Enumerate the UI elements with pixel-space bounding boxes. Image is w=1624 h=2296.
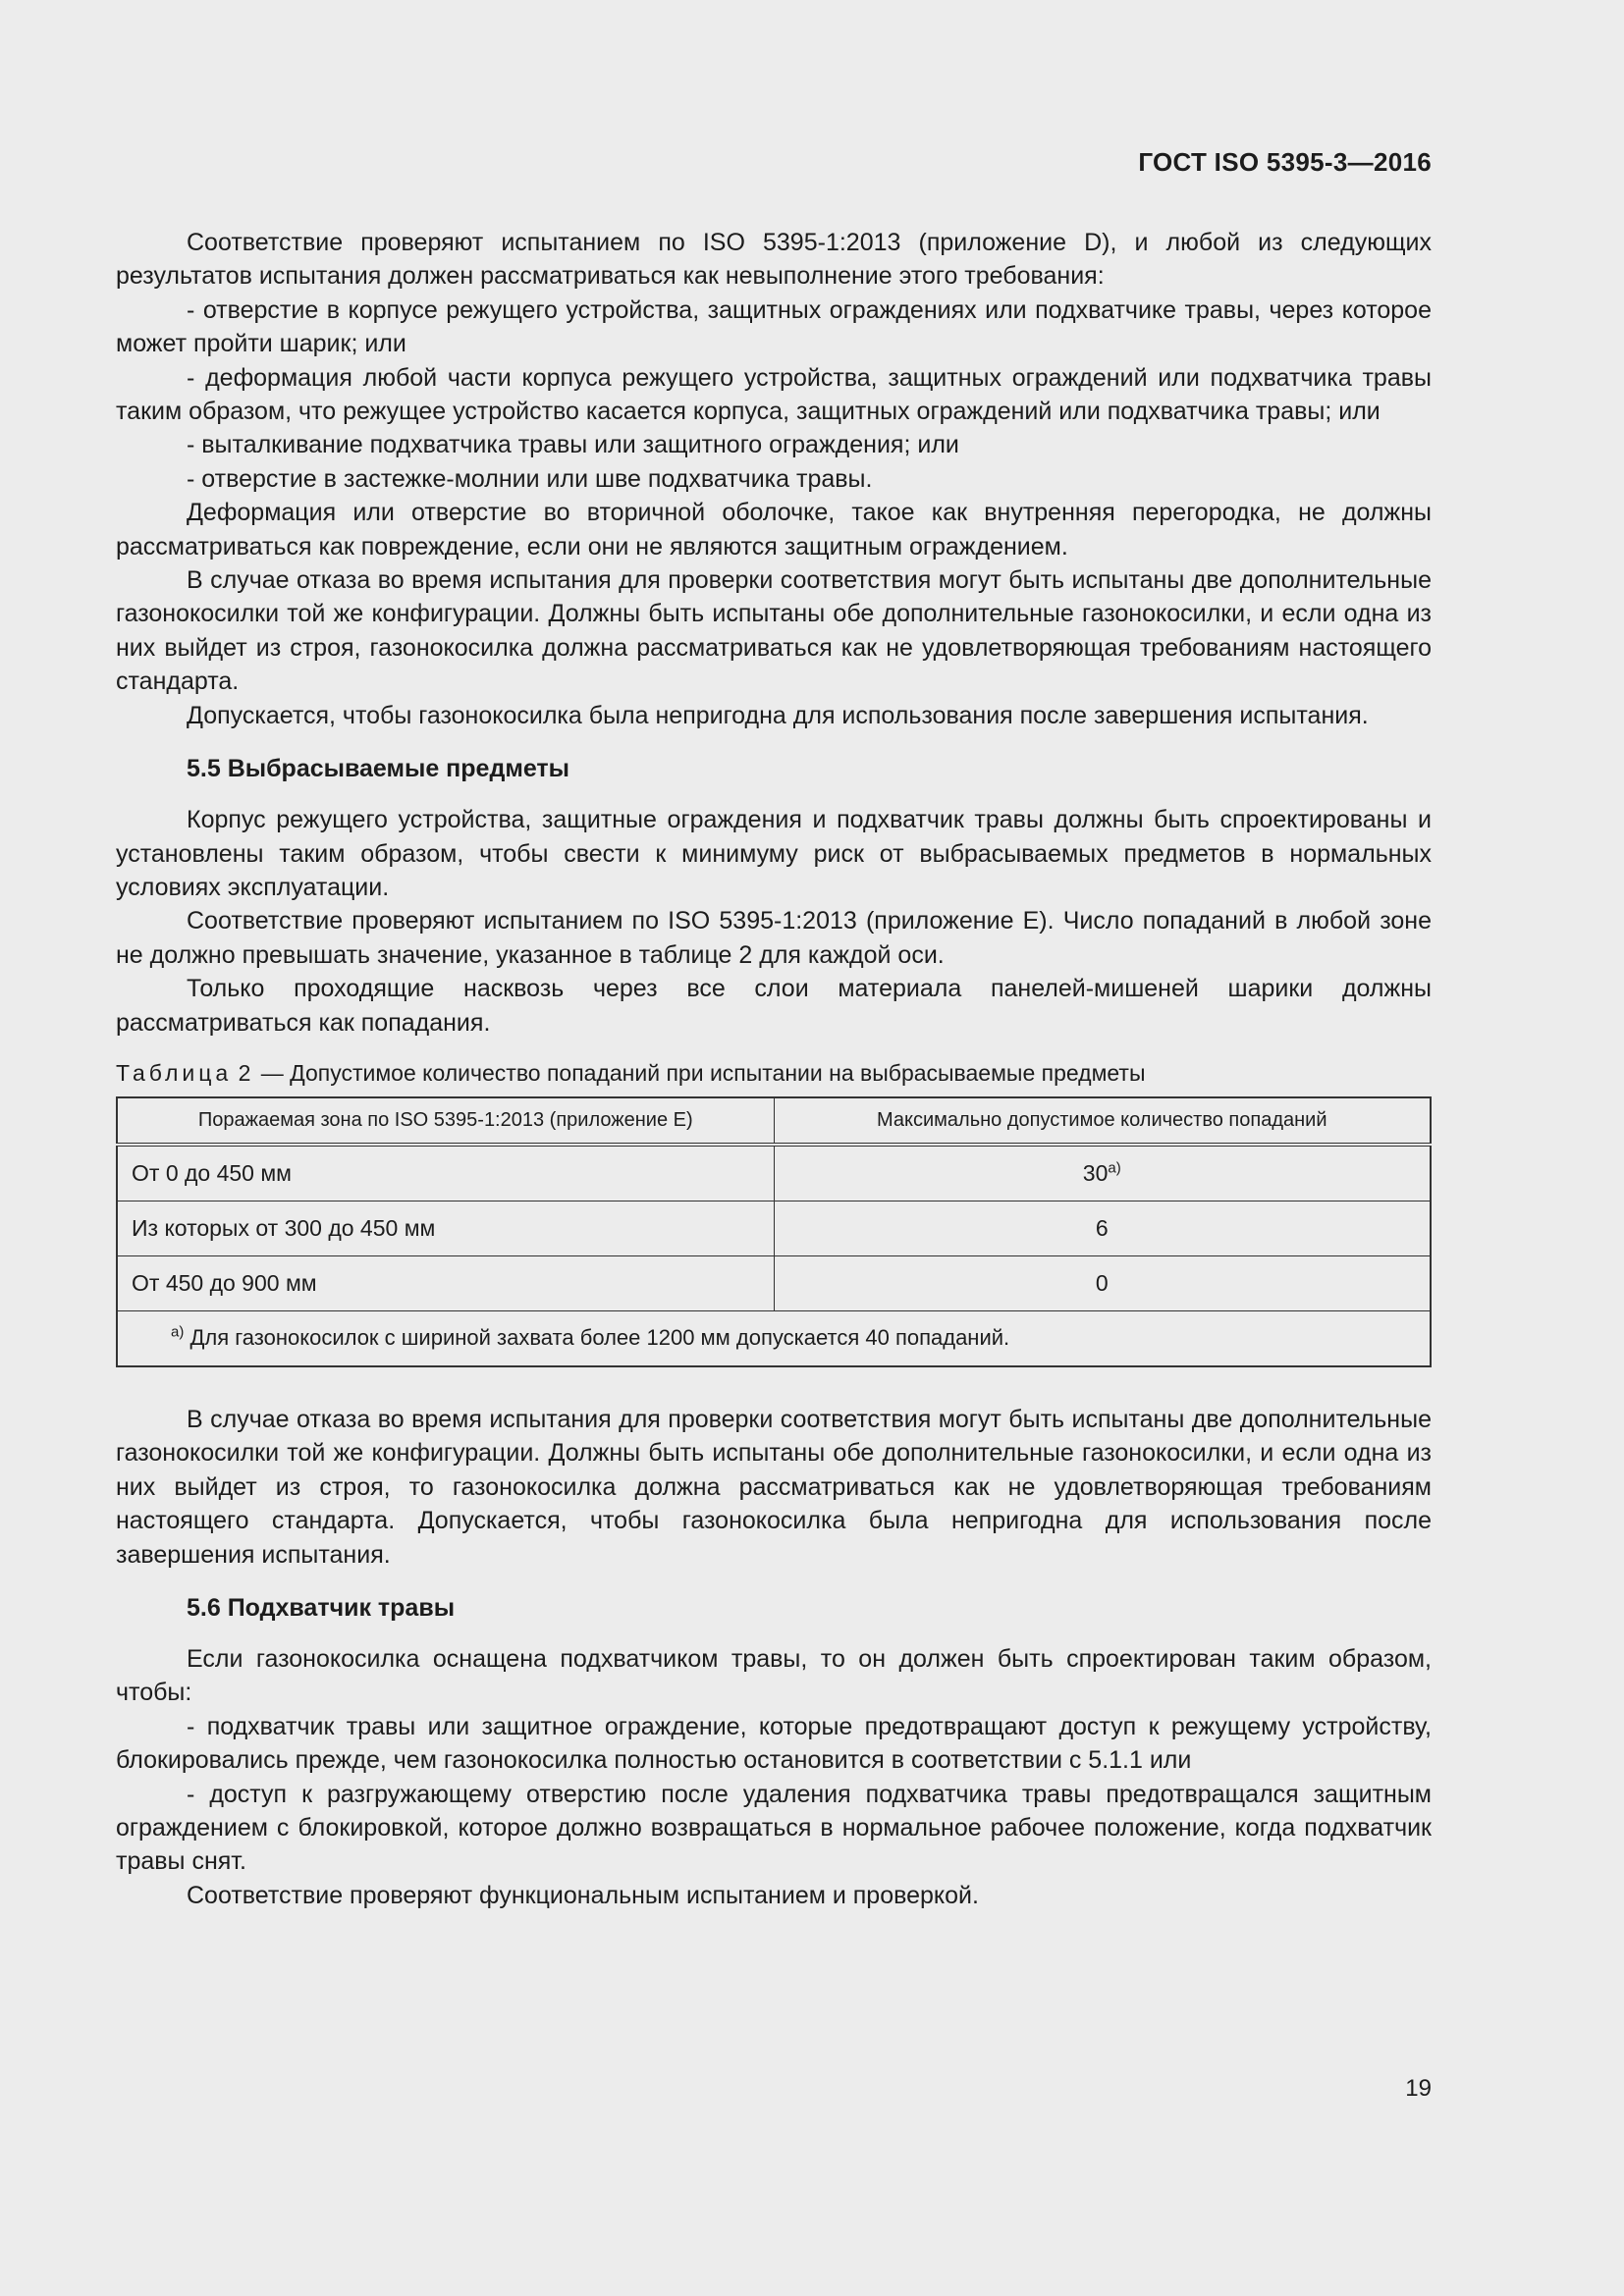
paragraph: - отверстие в застежке-молнии или шве подхватчика травы. [187, 464, 873, 493]
paragraph: В случае отказа во время испытания для проверки соответствия могут быть испытаны две дополнительные газонокосилки той же конфигурации. Должны быть испытаны обе дополнительные газонокосилки, и если одна из них выйдет из строя, газонокосилка должна рассматриваться как не удовлетворяющая требованиям настоящего стандарта. [116, 566, 1432, 696]
table-caption-text: — Допустимое количество попаданий при испытании на выбрасываемые предметы [260, 1059, 1146, 1086]
table-row [117, 1201, 1431, 1255]
footnote-text: Для газонокосилок с шириной захвата более 1200 мм допускается 40 попаданий. [189, 1325, 1010, 1351]
paragraph: Деформация или отверстие во вторичной оболочке, такое как внутренняя перегородка, не должны рассматриваться как повреждение, если они не являются защитным ограждением. [116, 499, 1432, 561]
value-cell [774, 1145, 1431, 1201]
zone-cell: От 0 до 450 мм [117, 1145, 774, 1201]
table-header-row [117, 1097, 1431, 1145]
paragraph: - деформация любой части корпуса режущего устройства, защитных ограждений или подхватчика травы таким образом, что режущее устройство касается корпуса, защитных ограждений или подхватчика травы; или [116, 363, 1432, 426]
paragraph: - отверстие в корпусе режущего устройства, защитных ограждениях или подхватчике травы, через которое может пройти шарик; или [116, 295, 1432, 358]
paragraph: - выталкивание подхватчика травы или защитного ограждения; или [187, 431, 959, 459]
paragraph: Соответствие проверяют функциональным испытанием и проверкой. [187, 1881, 979, 1909]
paragraph: Допускается, чтобы газонокосилка была непригодна для использования после завершения испытания. [187, 701, 1369, 729]
section-heading-5-6: 5.6 Подхватчик травы [187, 1593, 456, 1622]
zone-cell: Из которых от 300 до 450 мм [117, 1201, 774, 1255]
table-caption-number: 2 [238, 1059, 255, 1086]
table-caption [116, 1057, 1432, 1089]
paragraph: Корпус режущего устройства, защитные ограждения и подхватчик травы должны быть спроектированы и установлены таким образом, чтобы свести к минимуму риск от выбрасываемых предметов в нормальных условиях эксплуатации. [116, 806, 1432, 901]
paragraph: Соответствие проверяют испытанием по ISO 5395-1:2013 (приложение D), и любой из следующих результатов испытания должен рассматриваться как невыполнение этого требования: [116, 229, 1432, 291]
paragraph: В случае отказа во время испытания для проверки соответствия могут быть испытаны две дополнительные газонокосилки той же конфигурации. Должны быть испытаны обе дополнительные газонокосилки, и если одна из них выйдет из строя, то газонокосилка должна рассматриваться как не удовлетворяющая требованиям настоящего стандарта. Допускается, чтобы газонокосилка была непригодна для использования после завершения испытания. [116, 1405, 1432, 1569]
table-footnote [117, 1310, 1431, 1366]
page-number: 19 [1405, 2075, 1432, 2102]
table-row [117, 1255, 1431, 1310]
section-heading-5-5: 5.5 Выбрасываемые предметы [187, 755, 569, 783]
paragraph: Если газонокосилка оснащена подхватчиком травы, то он должен быть спроектирован таким образом, чтобы: [116, 1644, 1432, 1707]
footnote-mark: a) [171, 1324, 185, 1342]
table-row [117, 1145, 1431, 1201]
body-text [116, 226, 1432, 1912]
paragraph: Только проходящие насквозь через все слои материала панелей-мишеней шарики должны рассматриваться как попадания. [116, 975, 1432, 1037]
table-2 [116, 1096, 1432, 1367]
footnote-mark: a) [1108, 1159, 1121, 1177]
document-header: ГОСТ ISO 5395-3—2016 [1138, 147, 1432, 177]
paragraph: - подхватчик травы или защитное ограждение, которые предотвращают доступ к режущему устройству, блокировались прежде, чем газонокосилка полностью остановится в соответствии с 5.1.1 или [116, 1712, 1432, 1775]
zone-cell: От 450 до 900 мм [117, 1255, 774, 1310]
column-header-zone: Поражаемая зона по ISO 5395-1:2013 (приложение E) [117, 1097, 774, 1145]
table-caption-label: Таблица [116, 1059, 233, 1086]
table-footnote-row [117, 1310, 1431, 1366]
value-cell: 0 [774, 1255, 1431, 1310]
value-cell: 6 [774, 1201, 1431, 1255]
column-header-max-hits: Максимально допустимое количество попаданий [774, 1097, 1431, 1145]
paragraph: Соответствие проверяют испытанием по ISO 5395-1:2013 (приложение E). Число попаданий в любой зоне не должно превышать значение, указанное в таблице 2 для каждой оси. [116, 907, 1432, 969]
value: 30 [1082, 1159, 1109, 1186]
paragraph: - доступ к разгружающему отверстию после удаления подхватчика травы предотвращался защитным ограждением с блокировкой, которое должно возвращаться в нормальное рабочее положение, когда подхватчик травы снят. [116, 1780, 1432, 1876]
